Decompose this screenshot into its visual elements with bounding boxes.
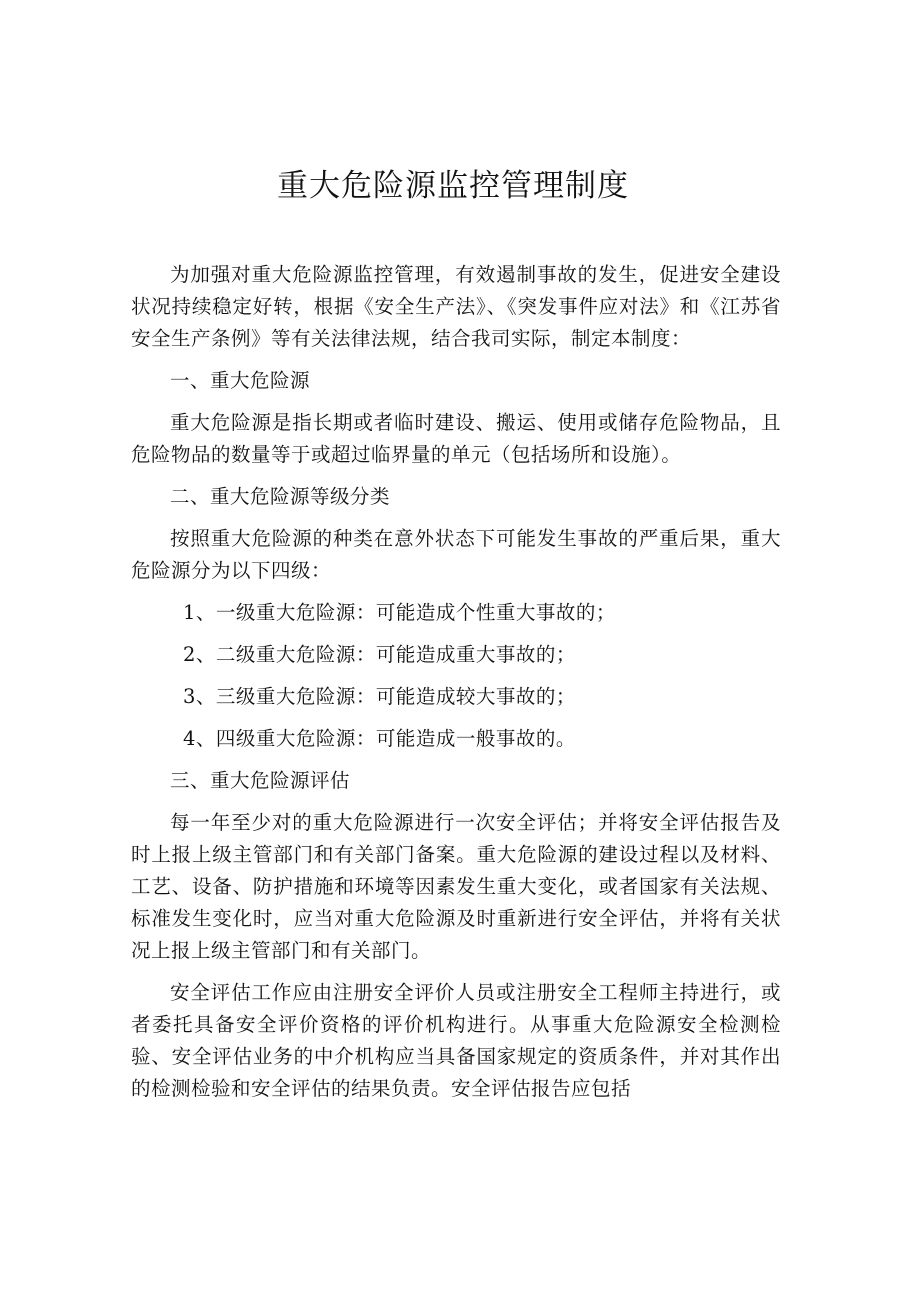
section-3-paragraph-2: 安全评估工作应由注册安全评价人员或注册安全工程师主持进行，或者委托具备安全评价资格的评价机构进行。从事重大危险源安全检测检验、安全评估业务的中介机构应当具备国家规定的资质条件，并对其作出的检测检验和安全评估的结果负责。安全评估报告应包括 xyxy=(131,981,781,1100)
section-2-paragraph: 按照重大危险源的种类在意外状态下可能发生事故的严重后果，重大危险源分为以下四级： xyxy=(131,527,781,582)
level-text: 、一级重大危险源：可能造成个性重大事故的； xyxy=(195,601,616,624)
level-list-item xyxy=(131,639,781,671)
level-number: 4 xyxy=(183,727,196,750)
document-title: 重大危险源监控管理制度 xyxy=(277,168,629,204)
level-text: 、三级重大危险源：可能造成较大事故的； xyxy=(195,685,576,708)
level-list-item xyxy=(131,681,781,713)
level-number: 2 xyxy=(183,643,196,666)
level-number: 3 xyxy=(183,685,196,708)
level-list-item xyxy=(131,723,781,755)
level-text: 、四级重大危险源：可能造成一般事故的。 xyxy=(195,727,576,750)
section-1-paragraph: 重大危险源是指长期或者临时建设、搬运、使用或储存危险物品，且危险物品的数量等于或超过临界量的单元（包括场所和设施）。 xyxy=(131,411,781,466)
intro-paragraph: 为加强对重大危险源监控管理，有效遏制事故的发生，促进安全建设状况持续稳定好转，根据《安全生产法》、《突发事件应对法》和《江苏省安全生产条例》等有关法律法规，结合我司实际，制定本制度： xyxy=(131,263,781,350)
document-body xyxy=(131,259,781,1115)
level-text: 、二级重大危险源：可能造成重大事故的； xyxy=(195,643,576,666)
section-3-heading: 三、重大危险源评估 xyxy=(170,769,351,792)
section-3-paragraph-1: 每一年至少对的重大危险源进行一次安全评估；并将安全评估报告及时上报上级主管部门和有关部门备案。重大危险源的建设过程以及材料、工艺、设备、防护措施和环境等因素发生重大变化，或者国家有关法规、标准发生变化时，应当对重大危险源及时重新进行安全评估，并将有关状况上报上级主管部门和有关部门。 xyxy=(131,811,781,962)
section-1-heading: 一、重大危险源 xyxy=(170,369,311,392)
level-list-item xyxy=(131,597,781,629)
level-number: 1 xyxy=(183,601,196,624)
section-2-heading: 二、重大危险源等级分类 xyxy=(170,485,391,508)
